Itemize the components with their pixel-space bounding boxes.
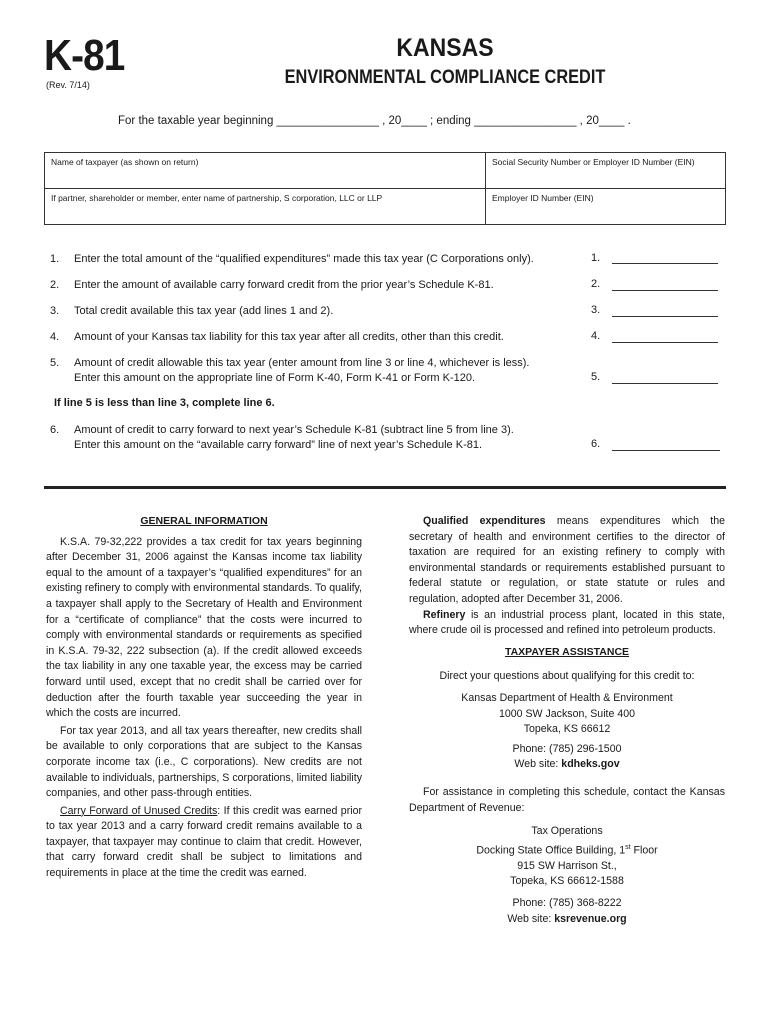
kdor-office-name: Tax Operations: [531, 825, 603, 838]
line-3-number: 3.: [50, 305, 60, 317]
kdhe-website-label: Web site:: [514, 758, 562, 771]
line-3-text: Total credit available this tax year (add lines 1 and 2).: [74, 305, 334, 317]
kdhe-phone: Phone: (785) 296-1500: [512, 742, 622, 755]
line-4-number: 4.: [50, 331, 60, 343]
form-number: K-81: [44, 31, 125, 80]
line-1-text: Enter the total amount of the “qualified expenditures” made this tax year (C Corporations only).: [74, 253, 534, 265]
kdor-building-superscript: st: [625, 843, 631, 851]
kdhe-website: [409, 757, 725, 773]
kdhe-address-2: Topeka, KS 66612: [523, 723, 611, 736]
definitions-column: [409, 514, 725, 927]
general-information-column: [46, 514, 362, 882]
refinery-text: is an industrial process plant, located in this state, where crude oil is processed and refined into petroleum products.: [409, 608, 725, 637]
line-4-text: Amount of your Kansas tax liability for this tax year after all credits, other than this credit.: [74, 331, 504, 343]
partnership-name-label: If partner, shareholder or member, enter name of partnership, S corporation, LLC or LLP: [51, 193, 383, 203]
line-5-amount-field[interactable]: [612, 383, 718, 384]
line-5-text-2: Enter this amount on the appropriate line of Form K-40, Form K-41 or Form K-120.: [74, 372, 476, 384]
line-6-ref: 6.: [591, 438, 601, 450]
kdor-address-2: Topeka, KS 66612-1588: [510, 875, 624, 888]
line-1-ref: 1.: [591, 252, 601, 264]
kdor-building: [409, 840, 725, 859]
refinery-paragraph: [409, 608, 725, 639]
employer-id-label: Employer ID Number (EIN): [492, 193, 594, 203]
line-6-number: 6.: [50, 424, 60, 436]
carry-forward-text: : If this credit was earned prior to tax year 2013 and a carry forward credit remains available to a taxpayer, that taxpayer may continue to claim that credit. However, that carry forward credit shall be subject to limitations and requirements in place at the time the credit was earned.: [46, 804, 362, 880]
assistance-intro: Direct your questions about qualifying for this credit to:: [439, 670, 695, 683]
ssn-ein-label: Social Security Number or Employer ID Number (EIN): [492, 157, 695, 167]
kdor-phone: Phone: (785) 368-8222: [512, 897, 622, 909]
kdor-building-text: Docking State Office Building, 1: [476, 844, 626, 857]
ssn-ein-field[interactable]: [486, 153, 726, 189]
revenue-contact-intro: For assistance in completing this schedule, contact the Kansas Department of Revenue:: [409, 785, 725, 814]
kdor-website-label: Web site:: [507, 912, 555, 925]
line-4-amount-field[interactable]: [612, 342, 718, 343]
kdhe-name: Kansas Department of Health & Environment: [461, 691, 673, 704]
line-6-text-2: Enter this amount on the “available carry forward” line of next year’s Schedule K-81.: [74, 439, 483, 451]
line-2-text: Enter the amount of available carry forward credit from the prior year’s Schedule K-81.: [74, 279, 494, 291]
general-information-paragraph-2: For tax year 2013, and all tax years thereafter, new credits shall be available to only corporations that are subject to the Kansas corporate income tax (i.e., C corporations). New credits are not available to individuals, partnerships, S corporations, limited liability companies, and other pass-through entities.: [46, 724, 362, 800]
general-information-paragraph-1: K.S.A. 79-32,222 provides a tax credit for tax years beginning after December 31, 2006 against the Kansas income tax liability equal to the amount of a taxpayer’s “qualified expenditures” for an existing refinery to comply with environmental standards. To qualify, a taxpayer shall apply to the Secretary of Health and Environment for a “certificate of compliance” that the costs were incurred to comply with environmental standards or requirements as specified in K.S.A. 79-32, 222 subsection (a). If the credit allowed exceeds the tax liability in any one taxable year, the excess may be carried forward until used, except that no credit shall be carried over for deduction after the fourth taxable year succeeding the year in which the costs are incurred.: [46, 535, 362, 720]
qualified-expenditures-text: means expenditures which the secretary of health and environment certifies to the director of taxation are required for an existing refinery to comply with environmental standards or requirements established pursuant to federal statute or regulation, or state statute or rules and regulation, adopted after December 31, 2006.: [409, 515, 725, 605]
kdhe-address-1: 1000 SW Jackson, Suite 400: [498, 707, 636, 720]
taxpayer-name-field[interactable]: [45, 153, 486, 189]
taxpayer-assistance-heading: TAXPAYER ASSISTANCE: [504, 645, 630, 658]
line-5-ref: 5.: [591, 371, 601, 383]
line-5-note: If line 5 is less than line 3, complete line 6.: [54, 397, 275, 409]
qualified-expenditures-paragraph: [409, 514, 725, 608]
kdor-website: [409, 912, 725, 928]
line-5-number: 5.: [50, 357, 60, 369]
line-2-amount-field[interactable]: [612, 290, 718, 291]
carry-forward-paragraph: [46, 804, 362, 882]
taxable-year-line[interactable]: For the taxable year beginning ________________ , 20____ ; ending ________________ , 20____ .: [118, 115, 631, 127]
refinery-label: Refinery: [423, 608, 466, 621]
general-information-heading: GENERAL INFORMATION: [140, 515, 268, 527]
kdor-address-1: 915 SW Harrison St.,: [517, 859, 617, 872]
qualified-expenditures-label: Qualified expenditures: [423, 515, 546, 527]
section-divider: [44, 486, 726, 489]
carry-forward-label: Carry Forward of Unused Credits: [60, 804, 218, 817]
revision-date: (Rev. 7/14): [46, 80, 90, 90]
line-3-amount-field[interactable]: [612, 316, 718, 317]
partnership-name-field[interactable]: [45, 189, 486, 225]
employer-id-field[interactable]: [486, 189, 726, 225]
kdor-building-floor: Floor: [630, 844, 658, 857]
line-5-text: Amount of credit allowable this tax year (enter amount from line 3 or line 4, whichever is less).: [74, 357, 530, 369]
form-title-state: KANSAS: [396, 34, 494, 62]
line-6-text: Amount of credit to carry forward to next year’s Schedule K-81 (subtract line 5 from line 3).: [74, 424, 514, 436]
taxpayer-name-label: Name of taxpayer (as shown on return): [51, 157, 199, 167]
kdor-website-link[interactable]: ksrevenue.org: [554, 912, 627, 925]
line-4-ref: 4.: [591, 330, 601, 342]
line-1-number: 1.: [50, 253, 60, 265]
line-3-ref: 3.: [591, 304, 601, 316]
line-1-amount-field[interactable]: [612, 263, 718, 264]
line-2-ref: 2.: [591, 278, 601, 290]
line-6-amount-field[interactable]: [612, 450, 720, 451]
taxpayer-id-box: [44, 152, 726, 225]
kdhe-website-link[interactable]: kdheks.gov: [561, 758, 620, 771]
form-title: ENVIRONMENTAL COMPLIANCE CREDIT: [284, 67, 606, 88]
line-2-number: 2.: [50, 279, 60, 291]
